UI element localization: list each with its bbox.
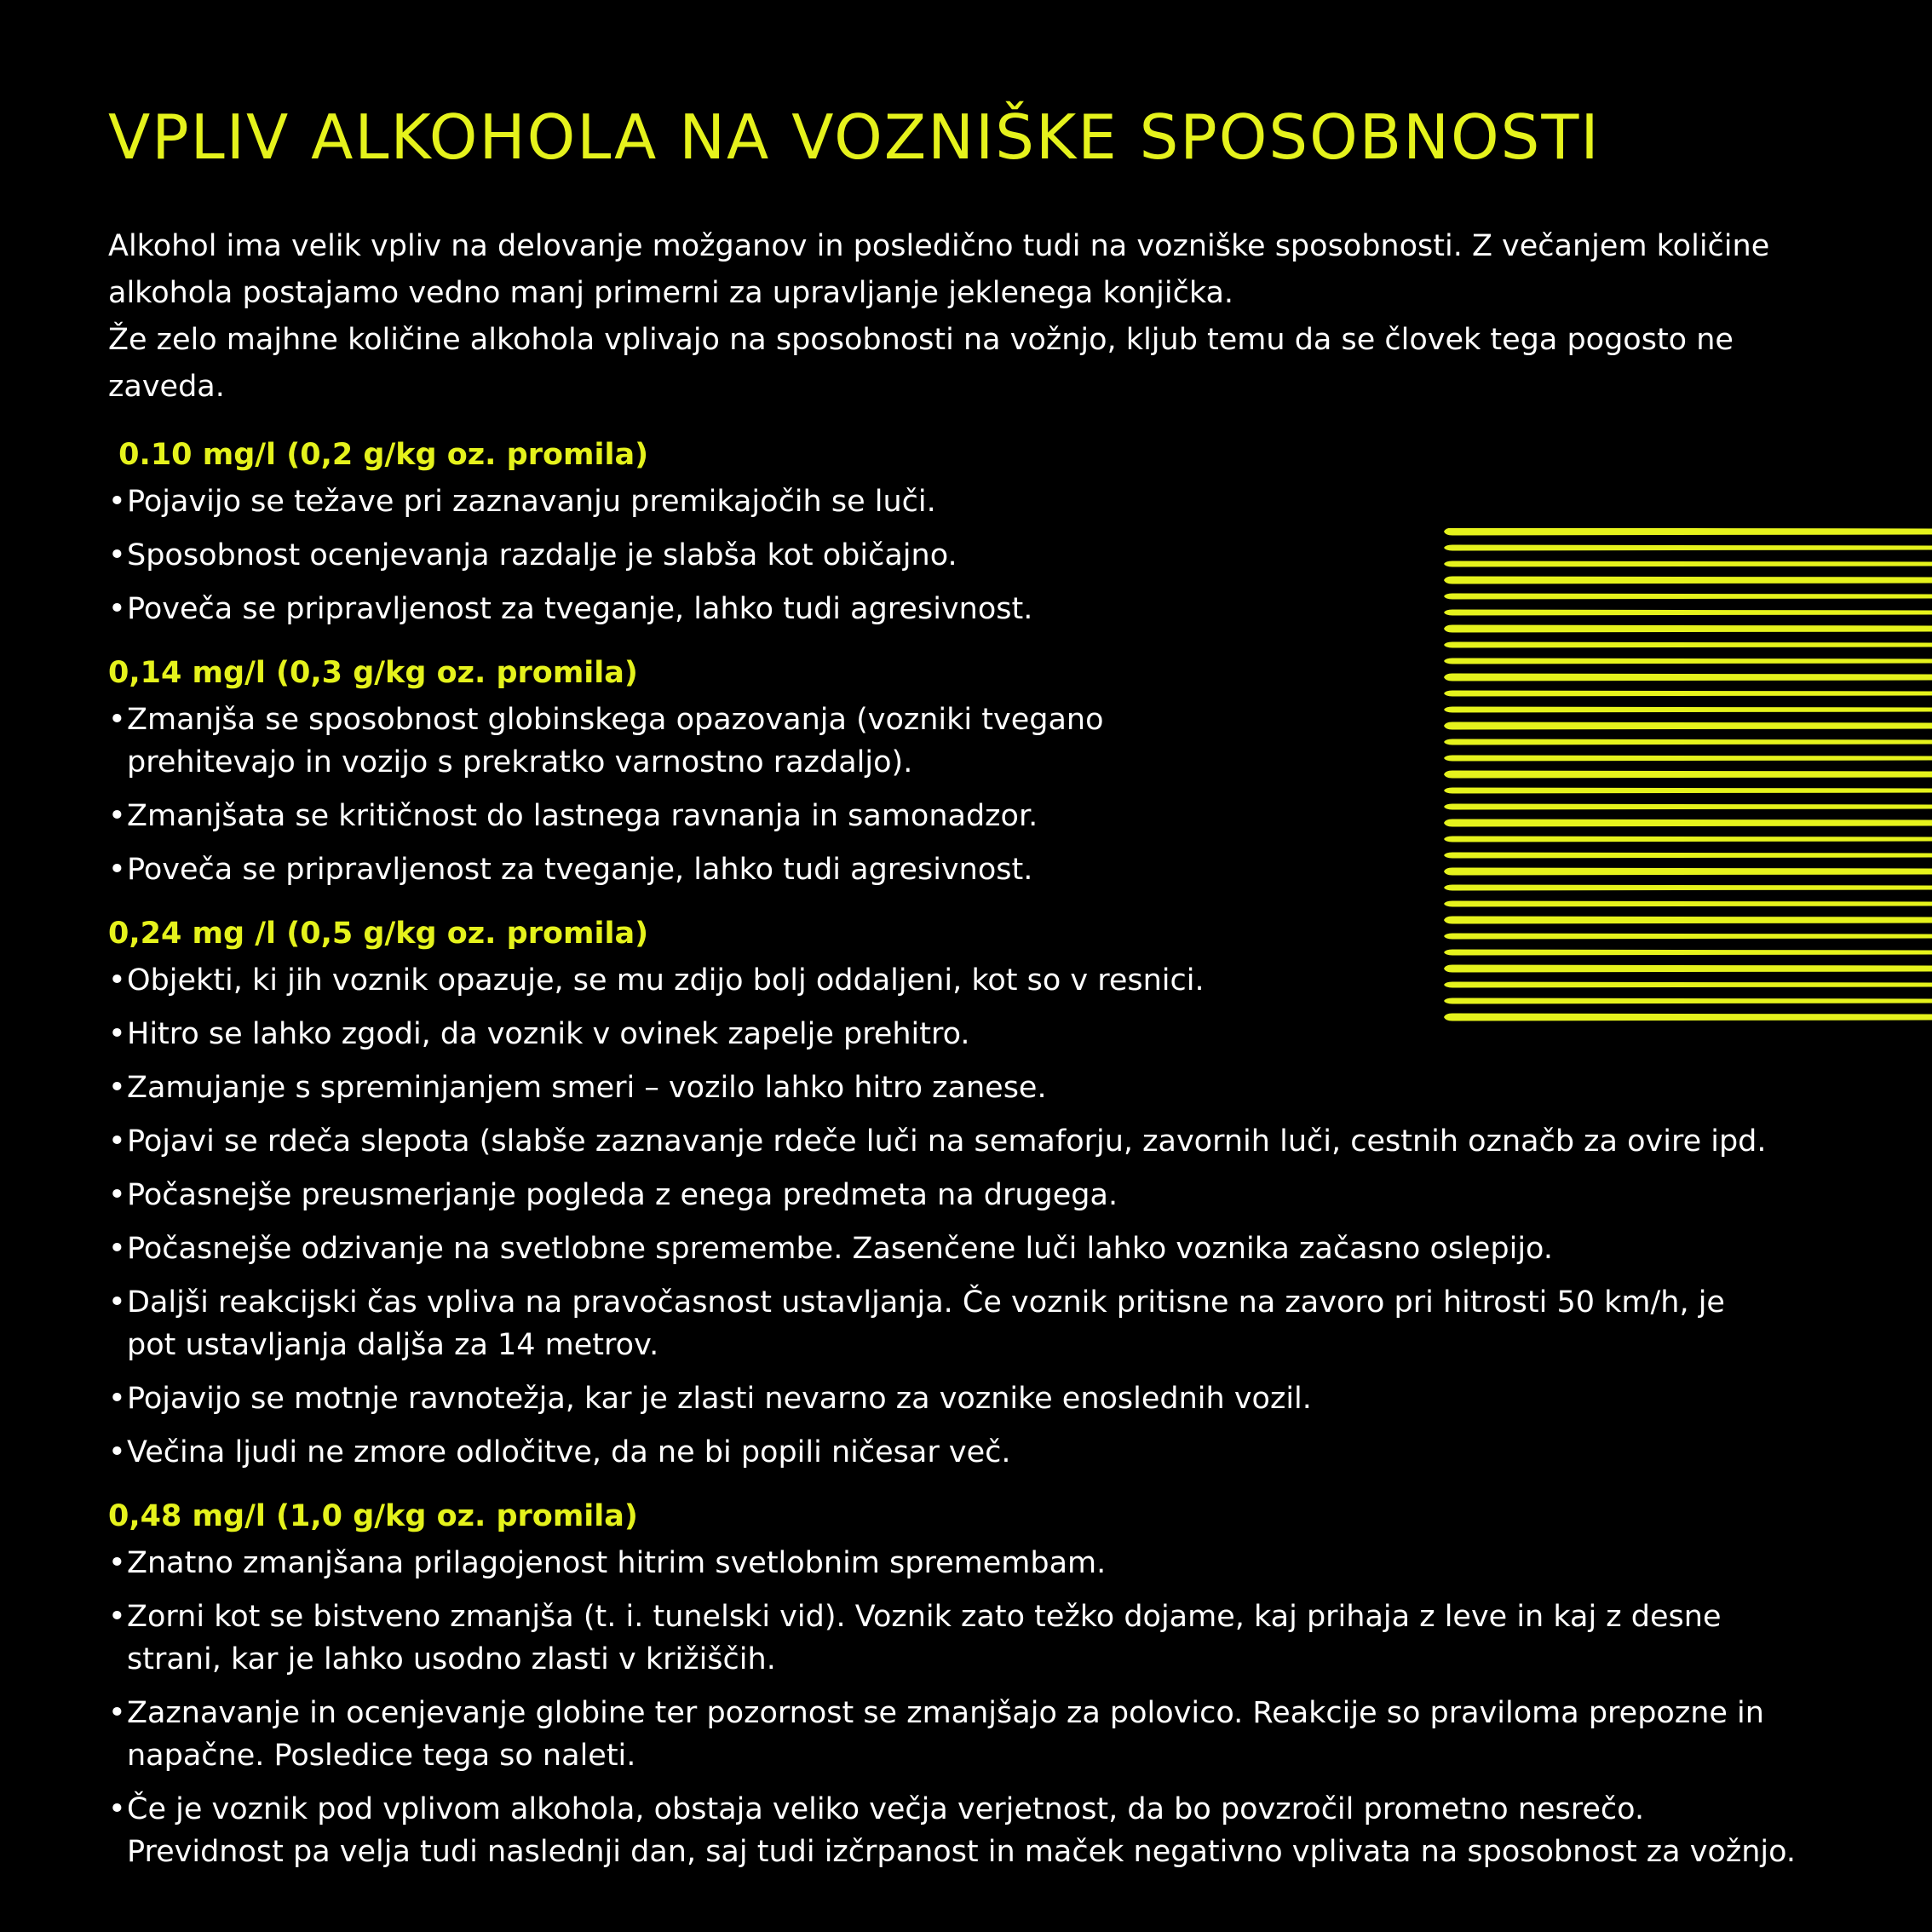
intro-paragraph: Že zelo majhne količine alkohola vplivajo na sposobnosti na vožnjo, kljub temu da se človek tega pogosto ne zaveda.: [108, 323, 1734, 405]
list-item: • Zorni kot se bistveno zmanjša (t. i. tunelski vid). Voznik zato težko dojame, kaj prihaja z leve in kaj z desne strani, kar je lahko usodno zlasti v križiščih.: [108, 1596, 1797, 1681]
stripe: [1444, 1014, 1932, 1021]
list-item: • Objekti, ki jih voznik opazuje, se mu zdijo bolj oddaljeni, kot so v resnici.: [108, 959, 1837, 1002]
list-item: • Počasnejše odzivanje na svetlobne spremembe. Zasenčene luči lahko voznika začasno oslepijo.: [108, 1228, 1837, 1270]
stripe: [1444, 739, 1932, 745]
bullet-list: [108, 699, 1216, 891]
decorative-stripes: [1444, 528, 1932, 1031]
list-item: • Večina ljudi ne zmore odločitve, da ne bi popili ničesar več.: [108, 1431, 1837, 1474]
list-item: • Poveča se pripravljenost za tveganje, lahko tudi agresivnost.: [108, 588, 1837, 630]
section-heading: 0,14 mg/l (0,3 g/kg oz. promila): [108, 656, 638, 691]
stripe: [1444, 722, 1932, 730]
stripe: [1444, 577, 1932, 584]
section-heading: 0,24 mg /l (0,5 g/kg oz. promila): [108, 917, 649, 952]
stripe: [1444, 819, 1932, 827]
bullet-list: [108, 1542, 1837, 1873]
stripe: [1444, 982, 1932, 988]
list-item: • Pojavi se rdeča slepota (slabše zaznavanje rdeče luči na semaforju, zavornih luči, cestnih označb za ovire ipd.: [108, 1120, 1837, 1163]
stripe: [1444, 837, 1932, 842]
stripe: [1444, 998, 1932, 1004]
stripe: [1444, 610, 1932, 616]
stripe: [1444, 691, 1932, 697]
stripe: [1444, 885, 1932, 891]
stripe: [1444, 674, 1932, 681]
section-heading: 0.10 mg/l (0,2 g/kg oz. promila): [108, 438, 649, 473]
list-item: • Zaznavanje in ocenjevanje globine ter pozornost se zmanjšajo za polovico. Reakcije so praviloma prepozne in napačne. Posledice tega so naleti.: [108, 1692, 1771, 1777]
stripe: [1444, 642, 1932, 648]
list-item: • Počasnejše preusmerjanje pogleda z enega predmeta na drugega.: [108, 1174, 1837, 1216]
list-item: • Sposobnost ocenjevanja razdalje je slabša kot običajno.: [108, 534, 1837, 577]
intro-paragraph: Alkohol ima velik vpliv na delovanje možganov in posledično tudi na vozniške sposobnosti. Z večanjem količine alkohola postajamo vedno manj primerni za upravljanje jeklenega konjička.: [108, 229, 1770, 311]
stripe: [1444, 853, 1932, 859]
intro: [108, 223, 1837, 411]
stripe: [1444, 658, 1932, 664]
stripe: [1444, 901, 1932, 907]
list-item: • Če je voznik pod vplivom alkohola, obstaja veliko večja verjetnost, da bo povzročil prometno nesrečo. Previdnost pa velja tudi naslednji dan, saj tudi izčrpanost in maček negativno vplivata na sposobnost za vožnjo.: [108, 1788, 1797, 1873]
list-item: • Zamujanje s spreminjanjem smeri – vozilo lahko hitro zanese.: [108, 1067, 1837, 1109]
stripe: [1444, 594, 1932, 600]
stripe: [1444, 756, 1932, 762]
stripe: [1444, 804, 1932, 810]
stripe: [1444, 528, 1932, 536]
stripe: [1444, 561, 1932, 567]
list-item: • Poveča se pripravljenost za tveganje, lahko tudi agresivnost.: [108, 848, 1216, 891]
list-item: • Zmanjšata se kritičnost do lastnega ravnanja in samonadzor.: [108, 795, 1216, 837]
stripe: [1444, 545, 1932, 551]
stripe: [1444, 934, 1932, 940]
stripe: [1444, 707, 1932, 713]
stripe: [1444, 788, 1932, 794]
stripe: [1444, 771, 1932, 779]
bullet-list: [108, 959, 1837, 1474]
list-item: • Daljši reakcijski čas vpliva na pravočasnost ustavljanja. Če voznik pritisne na zavoro pri hitrosti 50 km/h, je pot ustavljanja daljša za 14 metrov.: [108, 1281, 1771, 1366]
list-item: • Zmanjša se sposobnost globinskega opazovanja (vozniki tvegano prehitevajo in vozijo s prekratko varnostno razdaljo).: [108, 699, 1216, 784]
stripe: [1444, 965, 1932, 973]
list-item: • Pojavijo se motnje ravnotežja, kar je zlasti nevarno za voznike enoslednih vozil.: [108, 1377, 1837, 1420]
stripe: [1444, 625, 1932, 633]
list-item: • Pojavijo se težave pri zaznavanju premikajočih se luči.: [108, 480, 1837, 523]
list-item: • Hitro se lahko zgodi, da voznik v ovinek zapelje prehitro.: [108, 1013, 1837, 1055]
section-0-48: [108, 1496, 1837, 1873]
list-item: • Znatno zmanjšana prilagojenost hitrim svetlobnim spremembam.: [108, 1542, 1837, 1584]
page-title: VPLIV ALKOHOLA NA VOZNIŠKE SPOSOBNOSTI: [108, 101, 1601, 173]
stripe: [1444, 917, 1932, 924]
section-heading: 0,48 mg/l (1,0 g/kg oz. promila): [108, 1499, 638, 1534]
stripe: [1444, 950, 1932, 956]
stripe: [1444, 868, 1932, 876]
